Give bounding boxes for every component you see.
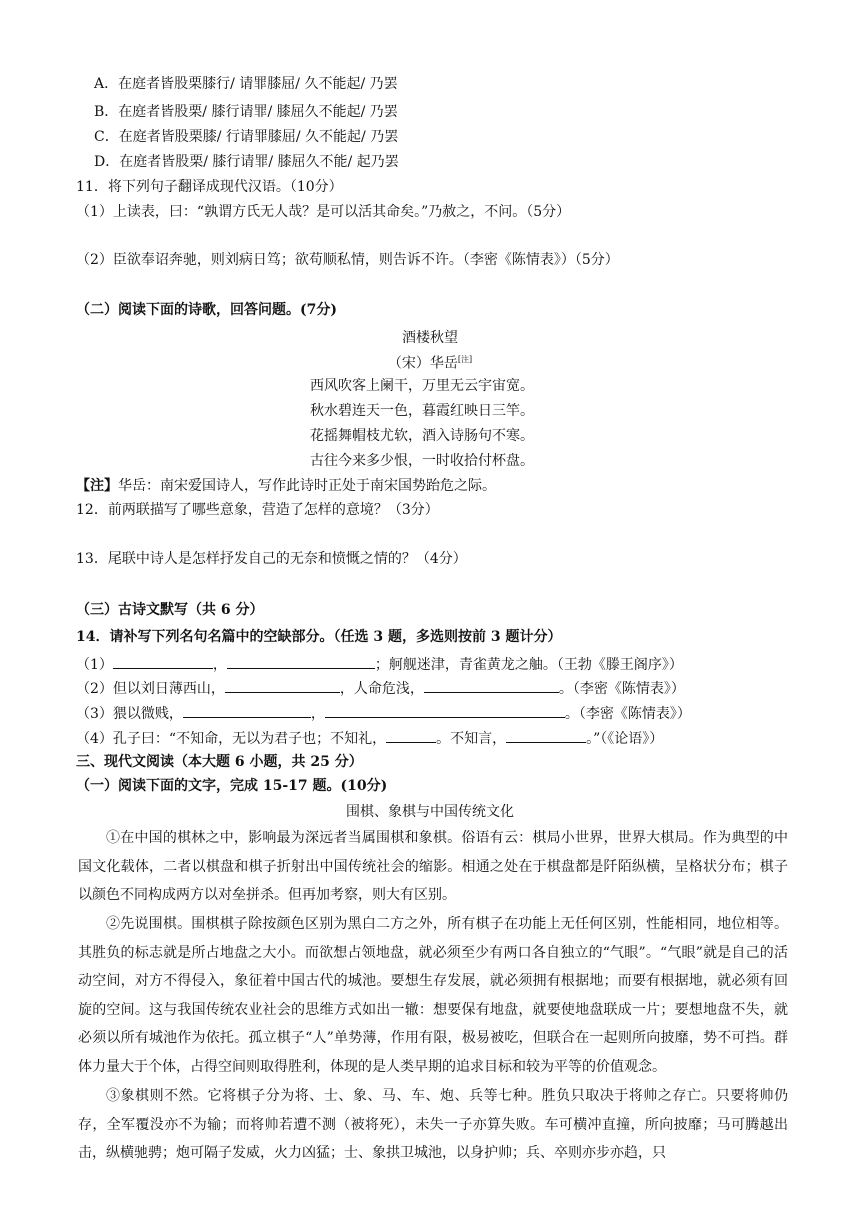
poem-title: 酒楼秋望	[402, 330, 458, 346]
blank-1a	[113, 654, 213, 669]
poem-author	[0, 350, 860, 374]
poem-section-heading: （二）阅读下面的诗歌，回答问题。(7分)	[76, 302, 337, 318]
poem-line-4: 古往今来多少恨，一时收拾付杯盘。	[310, 453, 534, 469]
poem-note-label: 【注】	[76, 478, 118, 494]
dictation-item-3-mid: ，	[310, 706, 325, 722]
poem-line-3: 花摇舞帽枝尤软，酒入诗肠句不寒。	[310, 428, 534, 444]
dictation-item-1-sep: ，	[212, 657, 227, 673]
blank-3b	[325, 703, 565, 718]
blank-3a	[183, 703, 311, 718]
question-11-item-2: （2）臣欲奉诏奔驰，则刘病日笃；欲苟顺私情，则告诉不许。（李密《陈情表》）（5分）	[76, 252, 619, 268]
option-d: D．在庭者皆股栗/ 膝行请罪/ 膝屈久不能/ 起乃罢	[94, 154, 399, 170]
dictation-item-1-suffix: ；舸舰迷津，青雀黄龙之舳。（王勃《滕王阁序》）	[374, 657, 683, 673]
modern-reading-heading: 三、现代文阅读（本大题 6 小题，共 25 分）	[76, 754, 363, 770]
dictation-item-4	[76, 728, 663, 749]
poem-author-name: （宋）华岳	[387, 355, 458, 372]
option-c: C．在庭者皆股栗膝/ 行请罪膝屈/ 久不能起/ 乃罢	[94, 129, 399, 145]
dictation-item-1	[76, 654, 683, 675]
blank-4a	[386, 728, 436, 743]
question-13: 13．尾联中诗人是怎样抒发自己的无奈和愤慨之情的？（4分）	[76, 551, 467, 567]
poem-line-1: 西风吹客上阑干，万里无云宇宙宽。	[310, 378, 534, 394]
article-paragraph-3: ③象棋则不然。它将棋子分为将、士、象、马、车、炮、兵等七种。胜负只取决于将帅之存亡。只要将帅仍存，全军覆没亦不为输；而将帅若遭不测（被将死），未失一子亦算失败。车可横冲直撞，所向披靡；马可腾越出击，纵横驰骋；炮可隔子发威，火力凶猛；士、象拱卫城池，以身护帅；兵、卒则亦步亦趋，只	[78, 1088, 788, 1161]
option-b: B．在庭者皆股栗/ 膝行请罪/ 膝屈久不能起/ 乃罢	[94, 104, 398, 120]
question-11-item-1: （1）上读表，曰：“孰谓方氏无人哉？是可以活其命矣。”乃赦之，不问。（5分）	[76, 204, 571, 220]
dictation-item-4-suffix: 。”（《论语》）	[586, 731, 664, 747]
dictation-item-3-prefix: （3）猥以微贱，	[76, 706, 183, 722]
article-paragraph-1: ①在中国的棋林之中，影响最为深远者当属围棋和象棋。俗语有云：棋局小世界，世界大棋局。作为典型的中国文化载体，二者以棋盘和棋子折射出中国传统社会的缩影。相通之处在于棋盘都是阡陌纵横，呈格状分布；棋子以颜色不同构成两方以对垒拼杀。但再加考察，则大有区别。	[78, 830, 788, 903]
blank-2a	[225, 678, 340, 693]
poem-note	[76, 476, 496, 496]
dictation-item-4-prefix: （4）孔子曰：“不知命，无以为君子也；不知礼，	[76, 731, 387, 747]
blank-1b	[227, 654, 375, 669]
dictation-item-2-prefix: （2）但以刘日薄西山，	[76, 681, 225, 697]
modern-reading-subheading: （一）阅读下面的文字，完成 15-17 题。(10分)	[76, 778, 388, 794]
question-11: 11．将下列句子翻译成现代汉语。（10分）	[76, 179, 343, 195]
dictation-item-2-suffix: 。（李密《陈情表》）	[558, 681, 685, 697]
option-a: A．在庭者皆股栗膝行/ 请罪膝屈/ 久不能起/ 乃罢	[94, 76, 398, 92]
blank-4b	[506, 728, 586, 743]
poem-line-2: 秋水碧连天一色，暮霞红映日三竿。	[310, 403, 534, 419]
dictation-item-2-mid: ，人命危浅，	[339, 681, 424, 697]
blank-2b	[424, 678, 559, 693]
article-paragraph-2: ②先说围棋。围棋棋子除按颜色区别为黑白二方之外，所有棋子在功能上无任何区别，性能相同，地位相等。其胜负的标志就是所占地盘之大小。而欲想占领地盘，就必须至少有两口各自独立的“气眼”。“气眼”就是自己的活动空间，对方不得侵入，象征着中国古代的城池。要想生存发展，就必须拥有根据地；而要有根据地，就必须有回旋的空间。这与我国传统农业社会的思维方式如出一辙：想要保有地盘，就要使地盘联成一片；要想地盘不失，就必须以所有城池作为依托。孤立棋子“人”单势薄，作用有限，极易被吃，但联合在一起则所向披靡，势不可挡。群体力量大于个体，占得空间则取得胜利，体现的是人类早期的追求目标和较为平等的价值观念。	[78, 916, 788, 1075]
dictation-item-3	[76, 703, 691, 724]
question-12: 12．前两联描写了哪些意象，营造了怎样的意境？（3分）	[76, 502, 439, 518]
dictation-item-3-suffix: 。（李密《陈情表》）	[564, 706, 691, 722]
dictation-item-4-mid: 。不知言，	[436, 731, 507, 747]
dictation-heading: （三）古诗文默写（共 6 分）	[76, 602, 264, 618]
dictation-item-1-prefix: （1）	[76, 657, 113, 673]
poem-note-text: 华岳：南宋爱国诗人，写作此诗时正处于南宋国势跆危之际。	[118, 478, 496, 494]
dictation-item-2	[76, 678, 685, 699]
poem-author-note-mark: [注]	[457, 355, 473, 364]
question-14: 14．请补写下列名句名篇中的空缺部分。（任选 3 题，多选则按前 3 题计分）	[76, 629, 562, 645]
article-title: 围棋、象棋与中国传统文化	[346, 804, 514, 820]
